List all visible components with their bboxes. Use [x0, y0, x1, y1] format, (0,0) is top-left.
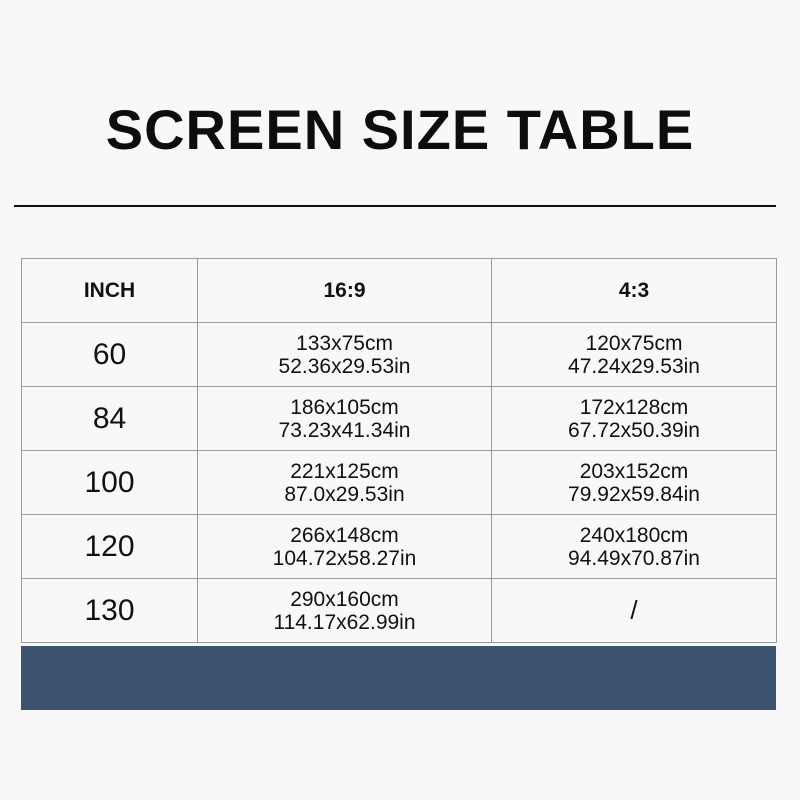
table-row: [22, 451, 777, 515]
size-16-9-cell: [198, 387, 492, 451]
table-row: [22, 515, 777, 579]
size-cm: 266x148cm: [290, 523, 399, 547]
inch-cell: 60: [22, 323, 198, 387]
size-cm: 221x125cm: [290, 459, 399, 483]
size-4-3-cell: [492, 451, 777, 515]
size-cm: 172x128cm: [579, 395, 689, 419]
header-16-9: 16:9: [198, 259, 492, 323]
size-16-9-cell: [198, 451, 492, 515]
size-16-9-cell: [198, 579, 492, 643]
size-16-9-cell: [198, 323, 492, 387]
footer-color-band: [21, 646, 776, 710]
size-cm: 203x152cm: [579, 459, 689, 483]
size-cm: 120x75cm: [585, 331, 683, 355]
inch-cell: 84: [22, 387, 198, 451]
table-row: [22, 579, 777, 643]
size-in: 73.23x41.34in: [278, 418, 411, 442]
screen-size-table: [21, 258, 777, 643]
size-in: 87.0x29.53in: [284, 482, 405, 506]
size-in: 79.92x59.84in: [568, 482, 700, 506]
inch-cell: 120: [22, 515, 198, 579]
header-4-3: 4:3: [492, 259, 777, 323]
size-4-3-cell: [492, 515, 777, 579]
size-cm: 290x160cm: [290, 587, 399, 611]
size-not-available: /: [630, 595, 638, 625]
page-title: SCREEN SIZE TABLE: [105, 98, 695, 161]
size-4-3-cell: [492, 323, 777, 387]
table-header-row: [22, 259, 777, 323]
header-inch: INCH: [22, 259, 198, 323]
size-cm: 240x180cm: [579, 523, 689, 547]
size-in: 52.36x29.53in: [278, 354, 411, 378]
size-4-3-cell: [492, 579, 777, 643]
inch-cell: 130: [22, 579, 198, 643]
table-row: [22, 387, 777, 451]
inch-cell: 100: [22, 451, 198, 515]
size-cm: 186x105cm: [290, 395, 399, 419]
size-in: 67.72x50.39in: [568, 418, 700, 442]
table-row: [22, 323, 777, 387]
size-in: 94.49x70.87in: [568, 546, 700, 570]
screen-size-table-container: [21, 258, 776, 710]
size-in: 114.17x62.99in: [273, 610, 416, 634]
title-divider: [14, 205, 776, 207]
size-16-9-cell: [198, 515, 492, 579]
size-in: 47.24x29.53in: [568, 354, 700, 378]
size-4-3-cell: [492, 387, 777, 451]
size-in: 104.72x58.27in: [272, 546, 417, 570]
size-cm: 133x75cm: [296, 331, 393, 355]
